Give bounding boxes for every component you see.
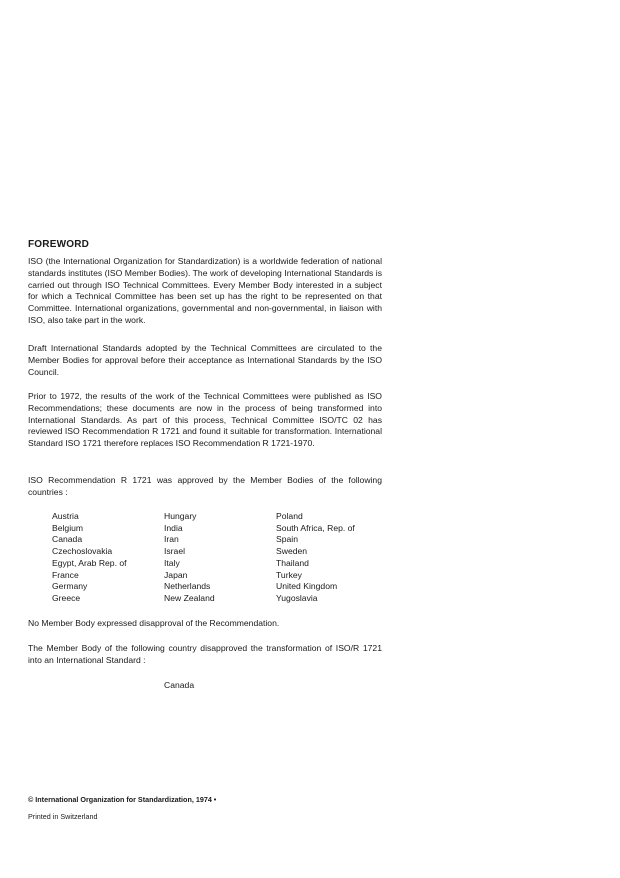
country-item: Spain xyxy=(276,534,298,545)
country-item: India xyxy=(164,522,183,533)
paragraph-disapproval: The Member Body of the following country disapproved the transformation of ISO/R 1721 into an International Standard : xyxy=(28,643,382,665)
country-item: Hungary xyxy=(164,511,197,521)
approving-countries-list xyxy=(52,511,392,605)
printed-in-note: Printed in Switzerland xyxy=(28,812,98,821)
country-item: Belgium xyxy=(52,522,84,533)
country-item: Czechoslovakia xyxy=(52,546,113,557)
section-heading: FOREWORD xyxy=(28,239,90,250)
country-item: Greece xyxy=(52,592,81,603)
country-column xyxy=(52,511,164,605)
country-item: Iran xyxy=(164,534,179,545)
country-item: United Kingdom xyxy=(276,581,338,592)
country-item: Egypt, Arab Rep. of xyxy=(52,557,127,568)
country-item: France xyxy=(52,569,79,580)
paragraph-no-disapproval: No Member Body expressed disapproval of the Recommendation. xyxy=(28,618,280,628)
country-item: Sweden xyxy=(276,546,308,557)
country-column xyxy=(276,511,392,605)
country-item: South Africa, Rep. of xyxy=(276,522,355,533)
country-item: Austria xyxy=(52,511,79,521)
country-item: Israel xyxy=(164,546,186,557)
disapproving-country: Canada xyxy=(164,680,195,690)
country-item: New Zealand xyxy=(164,592,215,603)
country-item: Netherlands xyxy=(164,581,211,592)
country-item: Japan xyxy=(164,569,188,580)
country-item: Thailand xyxy=(276,557,309,568)
country-item: Germany xyxy=(52,581,88,592)
country-item: Canada xyxy=(52,534,83,545)
paragraph-iso-intro: ISO (the International Organization for Standardization) is a worldwide federation of national standards institutes (ISO Member Bodies). The work of developing International Standards is carried out through ISO Technical Committees. Every Member Body interested in a subject for which a Technical Committee has been set up has the right to be represented on that Committee. International organizations, governmental and non-governmental, in liaison with ISO, also take part in the work. xyxy=(28,256,382,325)
copyright-notice: © International Organization for Standardization, 1974 • xyxy=(28,795,217,804)
country-item: Italy xyxy=(164,557,180,568)
country-column xyxy=(164,511,276,605)
paragraph-transformation: Prior to 1972, the results of the work of the Technical Committees were published as ISO Recommendations; these documents are now in the process of being transformed into International Standards. As part of this process, Technical Committee ISO/TC 02 has reviewed ISO Recommendation R 1721 and found it suitable for transformation. International Standard ISO 1721 therefore replaces ISO Recommendation R 1721-1970. xyxy=(28,391,382,449)
country-item: Turkey xyxy=(276,569,302,580)
paragraph-draft-standards: Draft International Standards adopted by the Technical Committees are circulated to the Member Bodies for approval before their acceptance as International Standards by the ISO Council. xyxy=(28,343,382,377)
paragraph-approval-intro: ISO Recommendation R 1721 was approved by the Member Bodies of the following countries : xyxy=(28,475,382,497)
country-item: Yugoslavia xyxy=(276,592,318,603)
country-item: Poland xyxy=(276,511,303,521)
